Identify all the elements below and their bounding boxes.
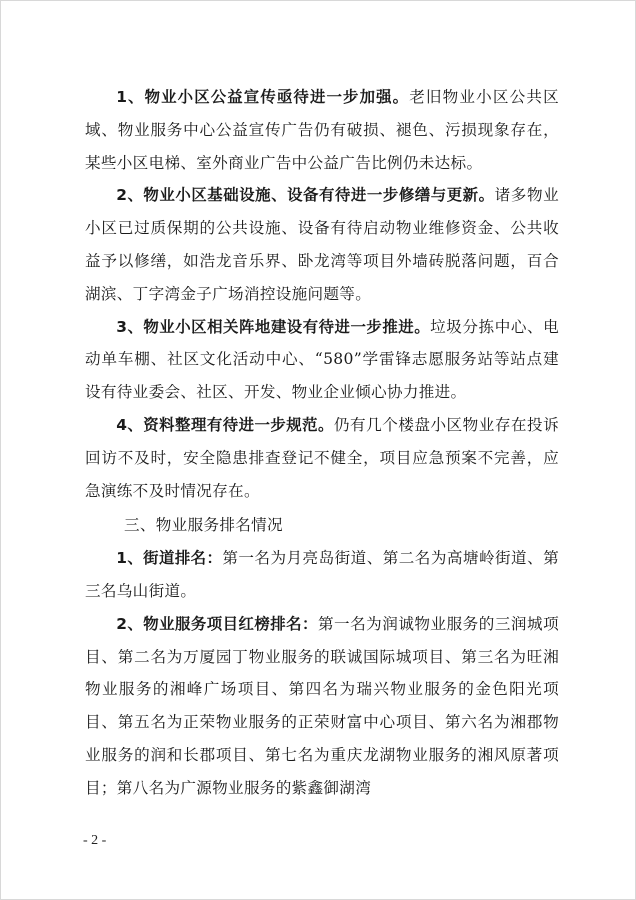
ranking-text-2: 第一名为润诚物业服务的三润城项目、第二名为万厦园丁物业服务的联诚国际城项目、第三名为旺湘物业服务的湘峰广场项目、第四名为瑞兴物业服务的金色阳光项目、第五名为正荣物业服务的正荣财富中心项目、第六名为湘郡物业服务的润和长郡项目、第七名为重庆龙湖物业服务的湘风原著项目；第八名为广源物业服务的紫鑫御湖湾: [85, 614, 559, 797]
page-number: - 2 -: [83, 833, 107, 848]
issue-text-4: 仍有几个楼盘小区物业存在投诉回访不及时，安全隐患排查登记不健全，项目应急预案不完善，应急演练不及时情况存在。: [85, 415, 559, 500]
section-heading: 三、物业服务排名情况: [124, 516, 283, 535]
issue-paragraph-4: [85, 409, 559, 507]
issue-heading-1: 1、物业小区公益宣传亟待进一步加强。: [116, 88, 410, 106]
document-body: [85, 81, 559, 805]
ranking-heading-2: 2、物业服务项目红榜排名：: [116, 614, 318, 633]
issue-text-3: 垃圾分拣中心、电动单车棚、社区文化活动中心、“580”学雷锋志愿服务站等站点建设有待业委会、社区、开发、物业企业倾心协力推进。: [85, 317, 559, 402]
issue-heading-4: 4、资料整理有待进一步规范。: [116, 415, 334, 434]
ranking-paragraph-2: [85, 608, 559, 805]
ranking-paragraph-1: [85, 542, 559, 608]
ranking-text-1: 第一名为月亮岛街道、第二名为高塘岭街道、第三名乌山街道。: [85, 549, 559, 600]
issue-paragraph-3: [85, 311, 559, 409]
ranking-heading-1: 1、街道排名：: [116, 549, 223, 568]
issue-text-1: 老旧物业小区公共区域、物业服务中心公益宣传广告仍有破损、褪色、污损现象存在，某些小区电梯、室外商业广告中公益广告比例仍未达标。: [85, 88, 560, 172]
issue-text-2: 诸多物业小区已过质保期的公共设施、设备有待启动物业维修资金、公共收益予以修缮，如浩龙音乐界、卧龙湾等项目外墙砖脱落问题，百合湖滨、丁字湾金子广场消控设施问题等。: [85, 186, 559, 303]
issue-heading-3: 3、物业小区相关阵地建设有待进一步推进。: [116, 317, 431, 336]
issue-paragraph-2: [85, 179, 559, 310]
issue-paragraph-1: [85, 81, 559, 179]
issue-heading-2: 2、物业小区基础设施、设备有待进一步修缮与更新。: [116, 186, 495, 205]
